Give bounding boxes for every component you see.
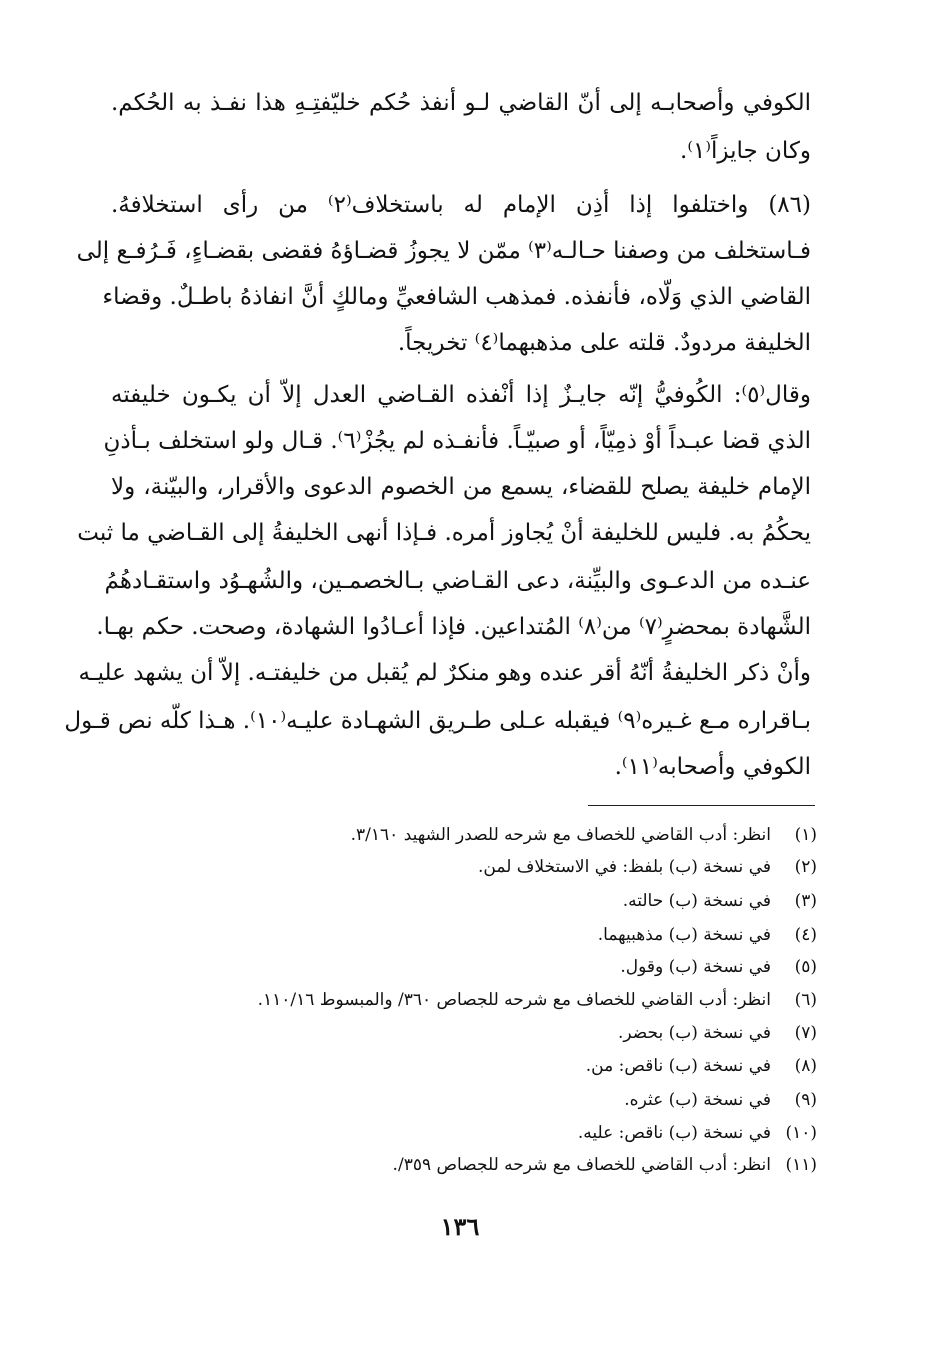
body-line-5: القاضي الذي وَلّاه، فأنفذه. فمذهب الشافعيِّ ومالكٍ أنَّ انفاذهُ باطـلٌ. وقضاء [102, 284, 811, 310]
footnote-7 [97, 1020, 817, 1048]
footnote-number: (٣) [794, 891, 817, 911]
footnote-2 [97, 854, 817, 882]
footnote-9 [97, 1087, 817, 1115]
footnote-separator [588, 805, 815, 806]
footnote-text: في نسخة (ب) عثره. [624, 1090, 771, 1110]
body-line-10: يحكُمُ به. فليس للخليفة أنْ يُجاوز أمره. فـإذا أنهى الخليفةُ إلى القـاضي ما ثبت [77, 520, 811, 546]
footnote-1 [97, 822, 817, 850]
body-line-3: (٨٦) واختلفوا إذا أذِن الإمام له باستخلاف⁽٢⁾ من رأى استخلافهُ. [111, 192, 811, 218]
body-line-7: وقال⁽٥⁾: الكُوفيُّ إنّه جايـزٌ إذا أنْفذه القـاضي العدل إلاّ أن يكـون خليفته [111, 382, 811, 408]
footnote-number: (٩) [794, 1090, 817, 1110]
body-line-14: بـاقراره مـع غـيره⁽٩⁾ فيقبله عـلى طـريق الشهـادة عليـه⁽١٠⁾. هـذا كلّه نص قـول [64, 708, 811, 734]
body-line-9: الإمام خليفة يصلح للقضاء، يسمع من الخصوم الدعوى والأقرار، والبيّنة، ولا [111, 474, 811, 500]
body-line-15: الكوفي وأصحابه⁽١١⁾. [614, 754, 811, 780]
body-line-1: الكوفي وأصحابـه إلى أنّ القاضي لـو أنفذ حُكم خليّفتِـهِ هذا نفـذ به الحُكم. [111, 90, 811, 116]
footnote-text: انظر: أدب القاضي للخصاف مع شرحه للجصاص ٣٥٩/. [392, 1155, 771, 1175]
footnote-number: (٧) [794, 1023, 817, 1043]
footnote-number: (٤) [794, 925, 817, 945]
body-line-12: الشَّهادة بمحضرٍ⁽٧⁾ من⁽٨⁾ المُتداعين. فإذا أعـادُوا الشهادة، وصحت. حكم بهـا. [96, 614, 811, 640]
page-number: ١٣٦ [440, 1212, 480, 1241]
body-line-4: فـاستخلف من وصفنا حـالـه⁽٣⁾ ممّن لا يجوزُ قضـاؤهُ فقضى بقضـاءٍ، فَـرُفـع إلى [76, 238, 811, 264]
body-line-13: وأنْ ذكر الخليفةُ أنّهُ أقر عنده وهو منكرٌ لم يُقبل من خليفتـه. إلاّ أن يشهد عليـه [78, 660, 811, 686]
footnote-8 [97, 1053, 817, 1081]
footnote-number: (١) [794, 825, 817, 845]
body-line-6: الخليفة مردودٌ. قلته على مذهبهما⁽٤⁾ تخريجاً. [397, 330, 811, 356]
footnote-text: في نسخة (ب) بلفظ: في الاستخلاف لمن. [478, 857, 771, 877]
footnote-number: (٦) [794, 990, 817, 1010]
footnote-11 [97, 1152, 817, 1180]
footnote-text: في نسخة (ب) ناقص: من. [585, 1056, 771, 1076]
footnote-text: في نسخة (ب) بحضر. [618, 1023, 771, 1043]
footnote-6 [97, 987, 817, 1015]
body-line-11: عنـده من الدعـوى والبيِّنة، دعى القـاضي بـالخصمـين، والشُهـوُد واستقـادهُمُ [104, 568, 811, 594]
footnote-number: (٥) [794, 957, 817, 977]
footnote-number: (١١) [785, 1155, 817, 1175]
footnote-3 [97, 888, 817, 916]
footnote-4 [97, 922, 817, 950]
footnote-text: انظر: أدب القاضي للخصاف مع شرحه للصدر الشهيد ٣/١٦٠. [350, 825, 771, 845]
footnote-text: في نسخة (ب) ناقص: عليه. [577, 1123, 771, 1143]
footnote-number: (٨) [794, 1056, 817, 1076]
footnote-10 [97, 1120, 817, 1148]
footnote-text: انظر: أدب القاضي للخصاف مع شرحه للجصاص ٣٦٠/ والمبسوط ١١٠/١٦. [257, 990, 771, 1010]
body-line-2: وكان جايزاً⁽١⁾. [680, 138, 811, 164]
footnote-text: في نسخة (ب) حالته. [622, 891, 771, 911]
footnote-text: في نسخة (ب) مذهبيهما. [597, 925, 771, 945]
footnote-text: في نسخة (ب) وقول. [620, 957, 771, 977]
footnote-number: (٢) [794, 857, 817, 877]
footnote-5 [97, 954, 817, 982]
footnote-number: (١٠) [785, 1123, 817, 1143]
body-line-8: الذي قضا عبـداً أوْ ذمِيّاً، أو صبيّـاً. فأنفـذه لم يجُزْ⁽٦⁾. قـال ولو استخلف بـأذنِ [103, 428, 811, 454]
